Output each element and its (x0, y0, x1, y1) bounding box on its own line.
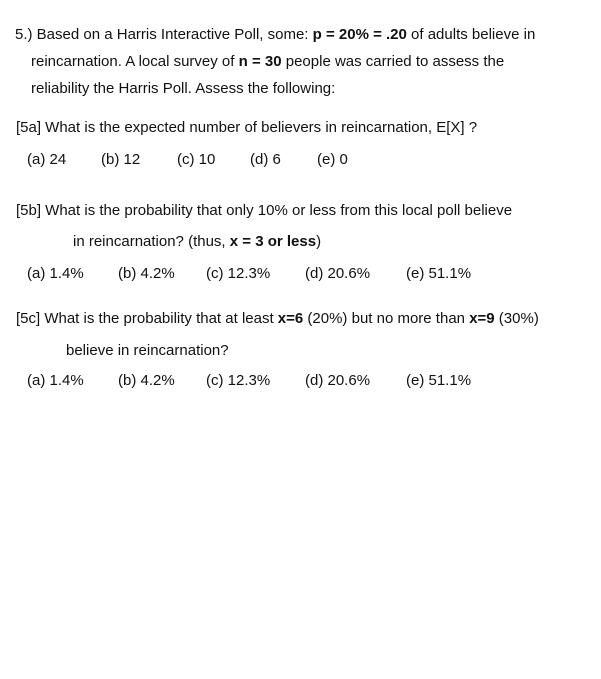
problem-line-2 (31, 52, 504, 72)
question-5b-line-2-bold: x = 3 or less (229, 233, 317, 250)
option-5a-c: (c) 10 (177, 151, 216, 168)
option-5c-c: (c) 12.3% (206, 372, 271, 389)
question-5b-line-2-prefix: in reincarnation? (thus, (73, 233, 230, 250)
question-5b-line-2-suffix: ) (316, 233, 322, 250)
option-5c-e: (e) 51.1% (406, 372, 472, 389)
problem-line-1 (15, 25, 535, 45)
question-5a: [5a] What is the expected number of believers in reincarnation, E[X] ? (16, 119, 478, 136)
option-5b-a: (a) 1.4% (27, 265, 84, 282)
option-5c-b: (b) 4.2% (118, 372, 175, 389)
question-5c-line-1-c: (20%) but no more than (303, 310, 470, 327)
option-5b-d: (d) 20.6% (305, 265, 371, 282)
option-5a-b: (b) 12 (101, 151, 141, 168)
problem-line-1-suffix: of adults believe in (406, 26, 536, 43)
option-5b-c: (c) 12.3% (206, 265, 271, 282)
option-5a-e: (e) 0 (317, 151, 348, 168)
question-5b-line-1: [5b] What is the probability that only 10% or less from this local poll believe (16, 202, 513, 219)
problem-line-3: reliability the Harris Poll. Assess the following: (31, 80, 336, 97)
problem-line-2-prefix: reincarnation. A local survey of (31, 53, 239, 70)
problem-line-2-bold: n = 30 (238, 53, 282, 70)
problem-line-1-bold: p = 20% = .20 (312, 26, 407, 43)
option-5b-e: (e) 51.1% (406, 265, 472, 282)
question-5c-line-1 (16, 309, 539, 329)
option-5a-d: (d) 6 (250, 151, 281, 168)
option-5b-b: (b) 4.2% (118, 265, 175, 282)
problem-line-1-prefix: 5.) Based on a Harris Interactive Poll, some: (15, 26, 313, 43)
question-5c-line-1-d: (30%) (494, 310, 539, 327)
question-5b-line-2 (73, 232, 321, 252)
option-5c-a: (a) 1.4% (27, 372, 84, 389)
question-5c-line-2: believe in reincarnation? (66, 342, 229, 359)
option-5c-d: (d) 20.6% (305, 372, 371, 389)
question-5c-line-1-x9: x=9 (469, 310, 495, 327)
option-5a-a: (a) 24 (27, 151, 67, 168)
question-5c-line-1-x6: x=6 (277, 310, 304, 327)
question-5c-line-1-a: [5c] What is the probability that at least (16, 310, 278, 327)
problem-line-2-suffix: people was carried to assess the (281, 53, 505, 70)
